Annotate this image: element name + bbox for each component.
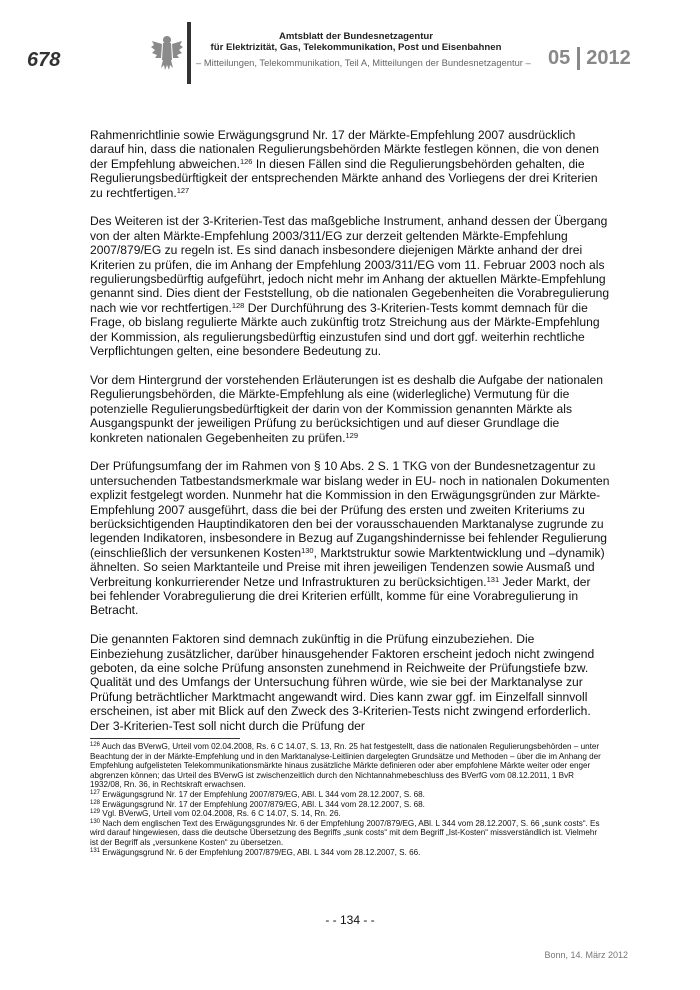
footnote-text: Vgl. BVerwG, Urteil vom 02.04.2008, Rs. 6 C 14.07, S. 14, Rn. 26. <box>100 809 341 819</box>
paragraph-1-text-b: In diesen Fällen sind die Regulierungsbehörden gehalten, die Regulierungsbedürftigkeit der entsprechenden Märkte anhand des Vorliegens der drei Kriterien zu rechtfertigen. <box>90 156 598 200</box>
footnote-divider <box>90 738 240 739</box>
main-text <box>90 128 610 747</box>
gazette-title-line2: für Elektrizität, Gas, Telekommunikation, Post und Eisenbahnen <box>210 42 502 53</box>
page-number: 678 <box>27 49 61 71</box>
issue-indicator <box>548 47 631 70</box>
footnote-number: 128 <box>90 799 101 806</box>
issue-number: 05 <box>548 47 580 70</box>
footnote-126 <box>90 742 605 790</box>
footnote-text: Erwägungsgrund Nr. 6 der Empfehlung 2007/879/EG, ABl. L 344 vom 28.12.2007, S. 66. <box>100 847 421 857</box>
footnote-130 <box>90 819 605 848</box>
footnote-number: 130 <box>90 818 101 825</box>
federal-eagle-icon <box>150 32 184 72</box>
footnote-ref-128: 128 <box>231 300 245 310</box>
paragraph-3 <box>90 373 610 445</box>
paragraph-1 <box>90 128 610 200</box>
paragraph-4 <box>90 459 610 617</box>
paragraph-2-text-b: Der Durchführung des 3-Kriterien-Tests kommt demnach für die Frage, ob bislang regulierte Märkte auch zukünftig trotz Streichung aus der Märkte-Empfehlung der Kommission, als regulierungsbedürftig einzustufen sind und dort ggf. weiterhin rechtliche Verpflichtungen gelten, eine besondere Bedeutung zu. <box>90 300 600 359</box>
footnote-text: Erwägungsgrund Nr. 17 der Empfehlung 2007/879/EG, ABl. L 344 vom 28.12.2007, S. 68. <box>100 789 425 799</box>
paragraph-4-text-a: Der Prüfungsumfang der im Rahmen von § 10 Abs. 2 S. 1 TKG von der Bundesnetzagentur zu untersuchenden Tatbestandsmerkmale war bislang weder in EU- noch in nationalen Dokumenten explizit festgelegt worden. Nunmehr hat die Kommission in den Erwägungsgründen zur Märkte-Empfehlung 2007 ausgeführt, dass die bei der Prüfung des ersten und zweiten Kriteriums zu berücksichtigenden Hauptindikatoren den bei der vorausschauenden Marktanalyse zugrunde zu legenden Indikatoren, insbesondere in Bezug auf Zugangshindernisse bei fehlender Regulierung (einschließlich der versunkenen Kosten <box>90 459 610 560</box>
footnote-number: 126 <box>90 742 101 748</box>
paragraph-3-text-a: Vor dem Hintergrund der vorstehenden Erläuterungen ist es deshalb die Aufgabe der nationalen Regulierungsbehörden, die Märkte-Empfehlung als eine (widerlegliche) Vermutung für die potenzielle Regulierungsbedürftigkeit der darin von der Kommission genannten Märkte als Ausgangspunkt der jeweiligen Prüfung zu berücksichtigen und auf dieser Grundlage die konkreten nationalen Gegebenheiten zu prüfen. <box>90 372 603 445</box>
gazette-title <box>200 31 512 53</box>
page-footer-number: - - 134 - - <box>325 913 375 927</box>
publication-date: Bonn, 14. März 2012 <box>544 950 628 960</box>
footnote-text: Erwägungsgrund Nr. 17 der Empfehlung 2007/879/EG, ABl. L 344 vom 28.12.2007, S. 68. <box>100 799 425 809</box>
paragraph-2 <box>90 214 610 358</box>
footnote-ref-130: 130 <box>301 545 314 555</box>
footnote-128 <box>90 800 605 810</box>
paragraph-4-text-c: Jeder Markt, der bei fehlender Vorabregulierung die drei Kriterien erfüllt, komme für eine Vorabregulierung in Betracht. <box>90 574 591 618</box>
footnote-ref-126: 126 <box>239 156 253 166</box>
footnote-ref-127: 127 <box>176 185 190 195</box>
footnote-text: Auch das BVerwG, Urteil vom 02.04.2008, Rs. 6 C 14.07, S. 13, Rn. 25 hat festgestellt, dass die nationalen Regulierungsbehörden – unter Beachtung der in der Märkte-Empfehlung und in den Marktanalyse-Leitlinien dargelegten Grundsätze und Methoden – über die im Anhang der Empfehlung aufgelisteten Telekommunikationsmärkte hinaus zusätzliche Märkte definieren oder aber empfohlene Märkte weiter oder enger abgrenzen können; das Urteil des BVerwG ist zwischenzeitlich durch den Nichtannahmebeschluss des BVerfG vom 08.12.2011, 1 BvR 1932/08, Rn. 36, in Rechtskraft erwachsen. <box>90 742 601 790</box>
paragraph-1-text-a: Rahmenrichtlinie sowie Erwägungsgrund Nr. 17 der Märkte-Empfehlung 2007 ausdrücklich darauf hin, dass die nationalen Regulierungsbehörden Märkte festlegen können, die von denen der Empfehlung abweichen. <box>90 128 599 171</box>
gazette-title-line1: Amtsblatt der Bundesnetzagentur <box>278 31 434 42</box>
footnote-ref-129: 129 <box>345 430 359 440</box>
footnote-ref-131: 131 <box>486 574 500 584</box>
footnote-number: 129 <box>90 809 101 816</box>
paragraph-5-text-a: Die genannten Faktoren sind demnach zukünftig in die Prüfung einzubeziehen. Die Einbeziehung zusätzlicher, darüber hinausgehender Faktoren erscheint jedoch nicht zwingend geboten, da eine solche Prüfung ansonsten zunehmend in Reichweite der Prüfungstiefe bzw. Qualität und des Umfangs der Untersuchung führen würde, wie sie bei der Marktanalyse zur Prüfung beträchtlicher Marktmacht angewandt wird. Dies kann zwar ggf. im Einzelfall sinnvoll erscheinen, ist aber mit Blick auf den Zweck des 3-Kriterien-Tests nicht zwingend erforderlich. Der 3-Kriterien-Test soll nicht durch die Prüfung der <box>90 632 595 733</box>
issue-year: 2012 <box>586 47 631 69</box>
footnote-text: Nach dem englischen Text des Erwägungsgrundes Nr. 6 der Empfehlung 2007/879/EG, ABl. L 344 vom 28.12.2007, S. 66 „sunk costs“. Es wird darauf hingewiesen, dass die deutsche Übersetzung des Begriffs „sunk costs“ mit dem Begriff „Ist-Kosten“ missverständlich ist. Vielmehr ist der Begriff als „versunkene Kosten“ zu übersetzen. <box>90 818 600 847</box>
footnote-131 <box>90 848 605 858</box>
paragraph-5 <box>90 632 610 733</box>
gazette-subtitle: – Mitteilungen, Telekommunikation, Teil A, Mitteilungen der Bundesnetzagentur – <box>196 57 531 68</box>
header-divider <box>187 22 191 84</box>
footnote-127 <box>90 790 605 800</box>
footnote-number: 131 <box>90 847 101 854</box>
footnote-number: 127 <box>90 789 101 796</box>
footnotes <box>90 742 605 857</box>
footnote-129 <box>90 809 605 819</box>
paragraph-2-text-a: Des Weiteren ist der 3-Kriterien-Test das maßgebliche Instrument, anhand dessen der Übergang von der alten Märkte-Empfehlung 2003/311/EG zur derzeit geltenden Märkte-Empfehlung 2007/879/EG zu regeln ist. Es sind danach insbesondere diejenigen Märkte anhand der drei Kriterien zu prüfen, die im Anhang der Empfehlung 2003/311/EG vom 11. Februar 2003 noch als regulierungsbedürftig aufgeführt, jedoch nicht mehr im Anhang der aktuellen Märkte-Empfehlung genannt sind. Dies dient der Feststellung, ob die nationalen Gegebenheiten die Vorabregulierung nach wie vor rechtfertigen. <box>90 214 610 315</box>
paragraph-4-text-b: , Marktstruktur sowie Marktentwicklung und –dynamik) ähnelten. So seien Marktanteile und Preise mit ihren jeweiligen Tendenzen sowie Ausmaß und Verbreitung konkurrierender Netze und Infrastrukturen zu berücksichtigen. <box>90 545 605 589</box>
